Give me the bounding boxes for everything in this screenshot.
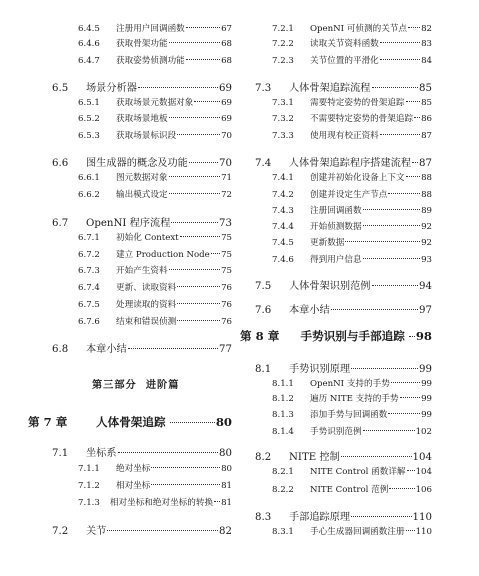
dot-leader xyxy=(414,117,420,118)
page-number: 82 xyxy=(219,525,232,537)
toc-entry-subsection[interactable] xyxy=(78,462,232,474)
page-number: 76 xyxy=(221,283,232,294)
dot-leader xyxy=(380,59,420,60)
dot-leader xyxy=(138,87,218,88)
part-number: 第三部分 xyxy=(92,379,137,391)
page-number: 110 xyxy=(415,527,432,538)
page-number: 104 xyxy=(415,467,432,478)
subsection-title: 更新数据 xyxy=(310,238,345,249)
page-number: 80 xyxy=(219,447,232,459)
subsection-title: OpenNI 支持的手势 xyxy=(310,379,390,390)
subsection-title: NITE Control 函数详解 xyxy=(310,467,406,478)
page-number: 85 xyxy=(421,98,432,109)
dot-leader xyxy=(151,484,220,485)
section-number: 7.6 xyxy=(255,304,272,316)
section-number: 8.2 xyxy=(255,451,272,463)
subsection-title: 开始侦测数据 xyxy=(310,222,362,233)
subsection-title: OpenNI 可侦测的关节点 xyxy=(310,24,407,35)
section-title: 本章小结 xyxy=(86,343,127,355)
subsection-title: 开始产生资料 xyxy=(116,266,168,277)
dot-leader xyxy=(409,336,415,337)
page-number: 76 xyxy=(221,300,232,311)
subsection-title: 输出模式设定 xyxy=(116,190,168,201)
toc-entry-subsection[interactable] xyxy=(272,204,432,216)
dot-leader xyxy=(107,530,218,531)
dot-leader xyxy=(372,87,419,88)
section-title: 人体骨架追踪流程 xyxy=(289,82,371,94)
dot-leader xyxy=(180,236,220,237)
subsection-number: 6.5.1 xyxy=(78,98,100,109)
page-number: 84 xyxy=(421,56,432,67)
toc-entry-section[interactable] xyxy=(255,154,432,169)
subsection-number: 7.2.3 xyxy=(272,56,294,67)
dot-leader xyxy=(211,253,220,254)
page-number: 86 xyxy=(421,114,432,125)
dot-leader xyxy=(177,286,220,287)
toc-entry-subsection[interactable] xyxy=(78,22,232,34)
section-title: 手部追踪原理 xyxy=(289,511,351,523)
dot-leader xyxy=(194,101,220,102)
toc-entry-subsection[interactable] xyxy=(78,248,232,260)
subsection-title: 绝对坐标 xyxy=(116,464,151,475)
subsection-number: 7.4.5 xyxy=(272,238,294,249)
toc-entry-subsection[interactable] xyxy=(272,220,432,232)
subsection-title: 创建并设定生产节点 xyxy=(310,190,388,201)
dot-leader xyxy=(408,27,420,28)
dot-leader xyxy=(170,422,215,423)
subsection-title: 得到用户信息 xyxy=(310,255,362,266)
subsection-number: 8.1.3 xyxy=(272,410,294,421)
page-number: 81 xyxy=(221,498,232,509)
page-number: 87 xyxy=(419,157,432,169)
subsection-title: 手心生成器回调函数注册 xyxy=(310,527,405,538)
dot-leader xyxy=(186,59,220,60)
toc-entry-subsection[interactable] xyxy=(272,96,432,108)
section-number: 7.5 xyxy=(255,280,272,292)
subsection-number: 7.4.1 xyxy=(272,173,294,184)
section-title: 人体骨架识别范例 xyxy=(289,280,371,292)
subsection-title: 建立 Production Node xyxy=(116,250,210,261)
dot-leader xyxy=(388,193,420,194)
part-heading xyxy=(92,376,179,391)
toc-entry-subsection[interactable] xyxy=(272,188,432,200)
toc-entry-subsection[interactable] xyxy=(78,37,232,49)
toc-entry-subsection[interactable] xyxy=(272,525,432,537)
chapter-number: 第 7 章 xyxy=(28,415,68,430)
dot-leader xyxy=(380,42,420,43)
toc-entry-subsection[interactable] xyxy=(272,392,432,404)
page-number: 99 xyxy=(421,394,432,405)
subsection-number: 7.2.2 xyxy=(272,39,294,50)
toc-entry-section[interactable] xyxy=(255,277,432,292)
toc-entry-subsection[interactable] xyxy=(272,22,432,34)
dot-leader xyxy=(351,368,418,369)
subsection-number: 7.1.3 xyxy=(78,498,100,509)
toc-entry-subsection[interactable] xyxy=(272,425,432,437)
page-number: 85 xyxy=(419,82,432,94)
toc-entry-subsection[interactable] xyxy=(78,188,232,200)
dot-leader xyxy=(388,413,420,414)
subsection-number: 7.4.4 xyxy=(272,222,294,233)
dot-leader xyxy=(331,309,418,310)
subsection-title: 获取场景元数据对象 xyxy=(116,98,194,109)
subsection-number: 7.1.1 xyxy=(78,464,100,475)
dot-leader xyxy=(407,470,415,471)
dot-leader xyxy=(380,134,420,135)
subsection-title: 图元数据对象 xyxy=(116,173,168,184)
subsection-title: 注册回调函数 xyxy=(310,206,362,217)
page-number: 99 xyxy=(421,410,432,421)
page-number: 88 xyxy=(421,173,432,184)
subsection-number: 6.4.5 xyxy=(78,24,100,35)
toc-entry-subsection[interactable] xyxy=(272,112,432,124)
toc-entry-subsection[interactable] xyxy=(78,315,232,327)
dot-leader xyxy=(345,241,420,242)
subsection-number: 7.4.2 xyxy=(272,190,294,201)
part-title: 进阶篇 xyxy=(145,379,180,391)
page-number: 82 xyxy=(421,24,432,35)
subsection-number: 8.3.1 xyxy=(272,527,294,538)
subsection-title: 更新、读取资料 xyxy=(116,283,177,294)
subsection-title: 遍历 NITE 支持的手势 xyxy=(310,394,399,405)
dot-leader xyxy=(391,382,420,383)
dot-leader xyxy=(169,117,220,118)
toc-entry-subsection[interactable] xyxy=(78,281,232,293)
dot-leader xyxy=(169,42,220,43)
section-number: 6.7 xyxy=(52,217,69,229)
subsection-number: 7.4.6 xyxy=(272,255,294,266)
dot-leader xyxy=(214,501,220,502)
subsection-title: 获取场景地板 xyxy=(116,114,168,125)
subsection-number: 6.6.2 xyxy=(78,190,100,201)
subsection-number: 8.1.4 xyxy=(272,427,294,438)
toc-entry-subsection[interactable] xyxy=(78,231,232,243)
dot-leader xyxy=(406,530,415,531)
subsection-number: 6.7.5 xyxy=(78,300,100,311)
dot-leader xyxy=(400,397,421,398)
subsection-title: 需要特定姿势的骨架追踪 xyxy=(310,98,405,109)
section-number: 7.3 xyxy=(255,82,272,94)
section-number: 8.1 xyxy=(255,363,272,375)
section-number: 7.2 xyxy=(52,525,69,537)
subsection-number: 6.7.1 xyxy=(78,233,100,244)
dot-leader xyxy=(177,134,220,135)
dot-leader xyxy=(171,222,218,223)
dot-leader xyxy=(389,488,414,489)
dot-leader xyxy=(372,285,419,286)
subsection-number: 6.7.6 xyxy=(78,317,100,328)
page-number: 75 xyxy=(221,233,232,244)
toc-entry-subsection[interactable] xyxy=(78,112,232,124)
page-number: 98 xyxy=(415,329,432,344)
page-number: 69 xyxy=(221,98,232,109)
toc-entry-subsection[interactable] xyxy=(78,171,232,183)
page-number: 69 xyxy=(219,82,232,94)
subsection-number: 6.7.2 xyxy=(78,250,100,261)
page-number: 68 xyxy=(221,39,232,50)
toc-entry-section[interactable] xyxy=(52,522,232,537)
page-number: 70 xyxy=(219,157,232,169)
toc-entry-chapter[interactable] xyxy=(28,414,232,430)
page-number: 87 xyxy=(421,131,432,142)
toc-entry-section[interactable] xyxy=(255,301,432,316)
toc-entry-subsection[interactable] xyxy=(272,129,432,141)
toc-entry-subsection[interactable] xyxy=(272,37,432,49)
page-number: 92 xyxy=(421,238,432,249)
subsection-number: 6.7.3 xyxy=(78,266,100,277)
toc-entry-subsection[interactable] xyxy=(272,408,432,420)
chapter-title: 手势识别与手部追踪 xyxy=(300,329,405,344)
toc-entry-subsection[interactable] xyxy=(78,54,232,66)
subsection-number: 7.2.1 xyxy=(272,24,294,35)
section-number: 6.5 xyxy=(52,82,69,94)
dot-leader xyxy=(363,258,420,259)
page-number: 75 xyxy=(221,266,232,277)
subsection-number: 7.3.2 xyxy=(272,114,294,125)
page-number: 97 xyxy=(419,304,432,316)
toc-entry-subsection[interactable] xyxy=(272,465,432,477)
page-number: 80 xyxy=(221,464,232,475)
subsection-title: 初始化 Context xyxy=(116,233,179,244)
toc-entry-subsection[interactable] xyxy=(272,236,432,248)
subsection-title: 获取骨架功能 xyxy=(116,39,168,50)
page-number: 73 xyxy=(219,217,232,229)
subsection-title: 注册用户回调函数 xyxy=(116,24,185,35)
page-number: 81 xyxy=(221,481,232,492)
chapter-title: 人体骨架追踪 xyxy=(96,415,166,430)
page-number: 83 xyxy=(421,39,432,50)
toc-entry-section[interactable] xyxy=(52,340,232,355)
page-number: 77 xyxy=(219,343,232,355)
subsection-title: 创建并初始化设备上下文 xyxy=(310,173,405,184)
subsection-number: 6.6.1 xyxy=(78,173,100,184)
section-number: 6.6 xyxy=(52,157,69,169)
page-number: 70 xyxy=(221,131,232,142)
toc-entry-section[interactable] xyxy=(255,508,432,523)
subsection-number: 7.3.1 xyxy=(272,98,294,109)
subsection-title: 获取场景标识段 xyxy=(116,131,177,142)
subsection-number: 7.4.3 xyxy=(272,206,294,217)
section-title: 本章小结 xyxy=(289,304,330,316)
section-title: 坐标系 xyxy=(86,447,117,459)
dot-leader xyxy=(169,193,220,194)
dot-leader xyxy=(189,162,218,163)
dot-leader xyxy=(341,456,412,457)
section-title: 手势识别原理 xyxy=(289,363,351,375)
page-number: 99 xyxy=(421,379,432,390)
toc-entry-subsection[interactable] xyxy=(272,253,432,265)
page-number: 71 xyxy=(221,173,232,184)
toc-entry-subsection[interactable] xyxy=(272,171,432,183)
toc-entry-chapter[interactable] xyxy=(240,328,432,344)
subsection-number: 8.2.1 xyxy=(272,467,294,478)
toc-entry-section[interactable] xyxy=(52,214,232,229)
toc-entry-subsection[interactable] xyxy=(272,377,432,389)
dot-leader xyxy=(186,27,220,28)
toc-entry-subsection[interactable] xyxy=(272,54,432,66)
toc-entry-section[interactable] xyxy=(52,79,232,94)
page-number: 102 xyxy=(415,427,432,438)
subsection-number: 6.4.6 xyxy=(78,39,100,50)
subsection-number: 6.5.3 xyxy=(78,131,100,142)
page-number: 93 xyxy=(421,255,432,266)
page-number: 89 xyxy=(421,206,432,217)
page-number: 104 xyxy=(412,451,432,463)
subsection-number: 6.7.4 xyxy=(78,283,100,294)
subsection-title: 读取关节资料函数 xyxy=(310,39,379,50)
dot-leader xyxy=(169,269,220,270)
section-title: 场景分析器 xyxy=(86,82,137,94)
dot-leader xyxy=(363,225,420,226)
toc-entry-section[interactable] xyxy=(52,154,232,169)
subsection-title: 处理读取的资料 xyxy=(116,300,177,311)
page-number: 69 xyxy=(221,114,232,125)
subsection-number: 6.4.7 xyxy=(78,56,100,67)
dot-leader xyxy=(406,176,421,177)
subsection-number: 7.1.2 xyxy=(78,481,100,492)
toc-entry-section[interactable] xyxy=(255,448,432,463)
toc-entry-section[interactable] xyxy=(52,444,232,459)
section-title: OpenNI 程序流程 xyxy=(86,217,171,229)
section-number: 8.3 xyxy=(255,511,272,523)
dot-leader xyxy=(363,430,415,431)
dot-leader xyxy=(412,162,418,163)
section-title: 人体骨架追踪程序搭建流程 xyxy=(288,157,412,169)
subsection-title: 相对坐标 xyxy=(116,481,151,492)
page-number: 75 xyxy=(221,250,232,261)
dot-leader xyxy=(351,516,411,517)
page-number: 99 xyxy=(419,363,432,375)
toc-entry-subsection[interactable] xyxy=(78,298,232,310)
subsection-title: 不需要特定姿势的骨架追踪 xyxy=(309,114,414,125)
dot-leader xyxy=(151,467,220,468)
dot-leader xyxy=(177,320,220,321)
section-number: 7.4 xyxy=(255,157,272,169)
subsection-number: 6.5.2 xyxy=(78,114,100,125)
page-number: 92 xyxy=(421,222,432,233)
subsection-title: 关节位置的平滑化 xyxy=(310,56,379,67)
subsection-number: 8.2.2 xyxy=(272,485,294,496)
subsection-number: 7.3.3 xyxy=(272,131,294,142)
section-number: 6.8 xyxy=(52,343,69,355)
subsection-title: 使用现有校正资料 xyxy=(310,131,379,142)
page-number: 67 xyxy=(221,24,232,35)
subsection-number: 8.1.1 xyxy=(272,379,294,390)
page-number: 106 xyxy=(415,485,432,496)
page-number: 76 xyxy=(221,317,232,328)
dot-leader xyxy=(169,176,220,177)
subsection-title: 结束和错误侦测 xyxy=(116,317,177,328)
page-number: 72 xyxy=(221,190,232,201)
page-number: 110 xyxy=(412,511,432,523)
toc-entry-section[interactable] xyxy=(255,360,432,375)
subsection-number: 8.1.2 xyxy=(272,394,294,405)
section-title: 关节 xyxy=(86,525,107,537)
page-number: 94 xyxy=(419,280,432,292)
section-number: 7.1 xyxy=(52,447,69,459)
dot-leader xyxy=(177,303,220,304)
dot-leader xyxy=(363,209,420,210)
toc-entry-subsection[interactable] xyxy=(78,496,232,508)
subsection-title: 手势识别范例 xyxy=(310,427,362,438)
page-number: 80 xyxy=(215,415,232,430)
page-number: 88 xyxy=(421,190,432,201)
dot-leader xyxy=(406,101,421,102)
subsection-title: NITE Control 范例 xyxy=(310,485,389,496)
dot-leader xyxy=(128,348,218,349)
dot-leader xyxy=(118,452,218,453)
page-number: 68 xyxy=(221,56,232,67)
toc-entry-subsection[interactable] xyxy=(78,264,232,276)
subsection-title: 相对坐标和绝对坐标的转换 xyxy=(109,498,214,509)
toc-entry-subsection[interactable] xyxy=(78,479,232,491)
subsection-title: 获取姿势侦测功能 xyxy=(116,56,185,67)
subsection-title: 添加手势与回调函数 xyxy=(310,410,388,421)
toc-entry-subsection[interactable] xyxy=(272,483,432,495)
toc-entry-subsection[interactable] xyxy=(78,96,232,108)
chapter-number: 第 8 章 xyxy=(240,329,280,344)
section-title: 图生成器的概念及功能 xyxy=(86,157,188,169)
section-title: NITE 控制 xyxy=(289,451,340,463)
toc-entry-section[interactable] xyxy=(255,79,432,94)
toc-entry-subsection[interactable] xyxy=(78,129,232,141)
